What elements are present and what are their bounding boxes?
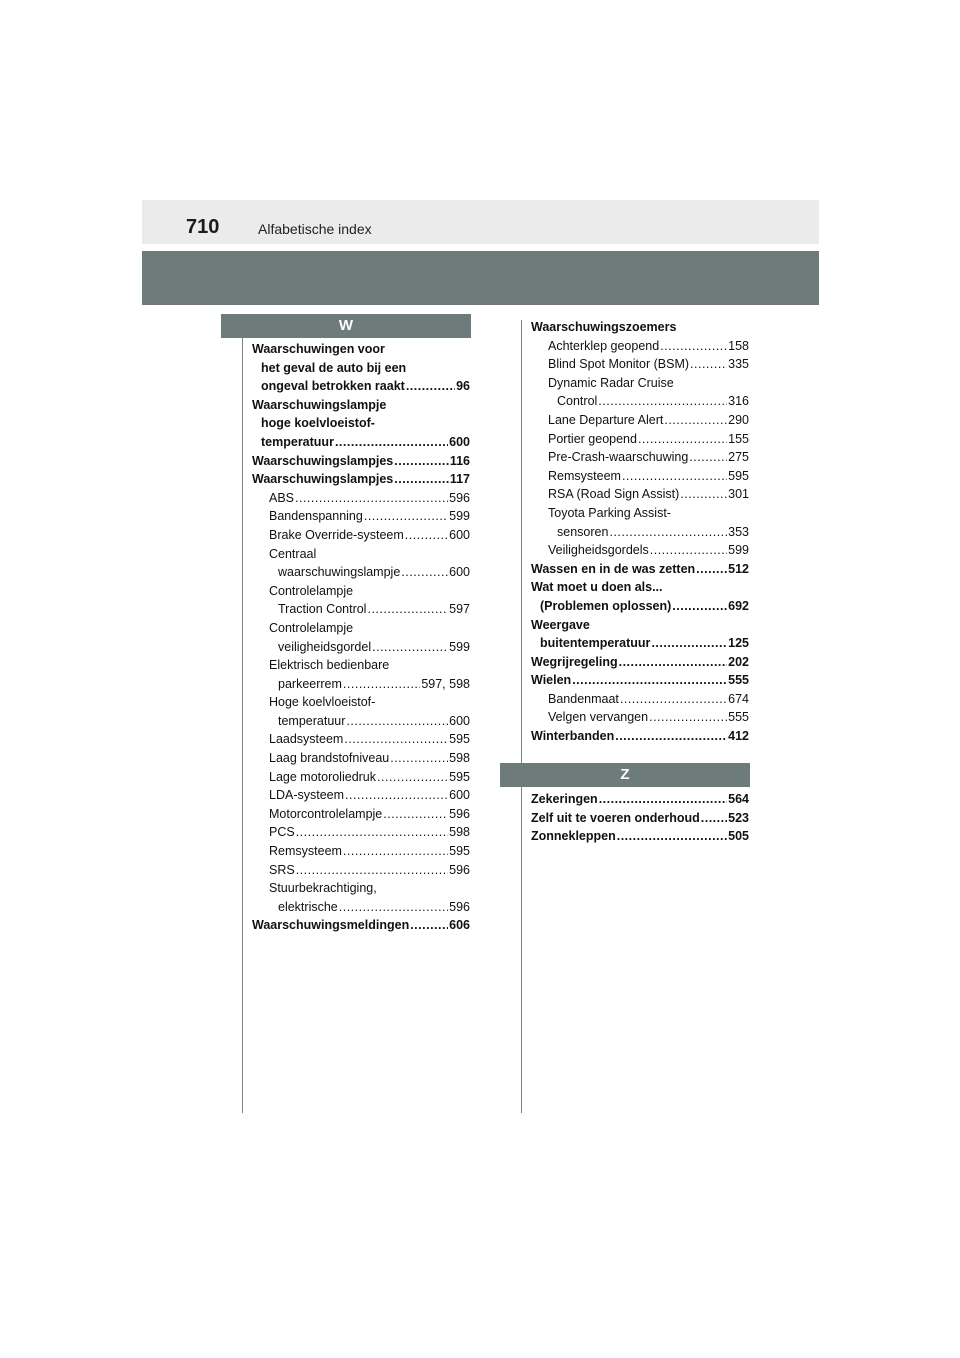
leader-dots [394, 452, 449, 471]
leader-dots [295, 489, 448, 508]
index-subentry [531, 485, 749, 504]
entry-text: Laadsysteem [269, 732, 344, 747]
page-reference[interactable]: 335 [728, 357, 749, 372]
page-reference[interactable]: 523 [728, 810, 749, 825]
index-column-right-w [531, 318, 749, 746]
page-reference[interactable]: 96 [456, 379, 470, 394]
index-entry [531, 653, 749, 672]
index-entry [252, 452, 470, 471]
entry-text: parkeerrem [278, 676, 342, 691]
leader-dots [572, 671, 727, 690]
entry-text: RSA (Road Sign Assist) [548, 487, 680, 502]
leader-dots [343, 842, 448, 861]
index-column-right-z [531, 790, 749, 846]
index-entry [531, 790, 749, 809]
entry-text: Traction Control [278, 602, 367, 617]
page-reference[interactable]: 596 [449, 806, 470, 821]
entry-text: Velgen vervangen [548, 710, 649, 725]
page-reference[interactable]: 606 [449, 918, 470, 933]
index-subentry [531, 467, 749, 486]
entry-text: Portier geopend [548, 431, 637, 446]
index-entry [252, 470, 470, 489]
index-subentry [252, 786, 470, 805]
page-reference[interactable]: 301 [728, 487, 749, 502]
entry-text: buitentemperatuur [540, 636, 651, 651]
leader-dots [343, 675, 420, 694]
index-subentry [252, 805, 470, 824]
entry-text: Waarschuwingsmeldingen [252, 918, 410, 933]
page-reference[interactable]: 598 [449, 751, 470, 766]
leader-dots [346, 712, 448, 731]
entry-text: veiligheidsgordel [278, 639, 372, 654]
leader-dots [619, 653, 728, 672]
leader-dots [339, 898, 448, 917]
leader-dots [649, 708, 727, 727]
leader-dots [622, 467, 727, 486]
page-reference[interactable]: 596 [449, 862, 470, 877]
index-entry [531, 671, 749, 690]
leader-dots [701, 809, 727, 828]
page-reference[interactable]: 596 [449, 490, 470, 505]
index-subentry [252, 693, 470, 730]
entry-text: ongeval betrokken raakt [261, 379, 405, 394]
page-reference[interactable]: 158 [728, 338, 749, 353]
leader-dots [390, 749, 448, 768]
leader-dots [377, 768, 448, 787]
index-entry [531, 827, 749, 846]
entry-text: Winterbanden [531, 729, 615, 744]
leader-dots [615, 727, 727, 746]
letter-heading-z: Z [500, 763, 750, 787]
page-reference[interactable]: 202 [728, 654, 749, 669]
entry-text: Achterklep geopend [548, 338, 660, 353]
page-reference[interactable]: 412 [728, 729, 749, 744]
leader-dots [296, 823, 448, 842]
index-subentry [252, 861, 470, 880]
page-reference[interactable]: 564 [728, 792, 749, 806]
entry-text: Control [557, 394, 598, 409]
index-entry [531, 727, 749, 746]
page-reference[interactable]: 600 [449, 713, 470, 728]
page-reference[interactable]: 599 [728, 543, 749, 558]
index-subentry [531, 355, 749, 374]
entry-text: SRS [269, 862, 295, 877]
index-entry [252, 340, 470, 396]
leader-dots [410, 916, 448, 935]
entry-text: sensoren [557, 524, 609, 539]
index-subentry [252, 730, 470, 749]
column-rule-right [521, 320, 522, 1113]
entry-text: Zekeringen [531, 792, 598, 806]
index-subentry [531, 430, 749, 449]
page-header [142, 200, 819, 244]
page-reference[interactable]: 600 [449, 434, 470, 449]
entry-text: Stuurbekrachtiging, [269, 881, 377, 896]
page-reference[interactable]: 505 [728, 829, 749, 844]
leader-dots [651, 634, 727, 653]
header-band [142, 251, 819, 305]
column-rule-left [242, 320, 243, 1113]
leader-dots [690, 355, 727, 374]
page-reference[interactable]: 155 [728, 431, 749, 446]
page-reference[interactable]: 595 [449, 732, 470, 747]
index-subentry [252, 545, 470, 582]
index-subentry [252, 507, 470, 526]
page-reference[interactable]: 599 [449, 509, 470, 524]
entry-text: hoge koelvloeistof- [261, 416, 375, 431]
entry-text: Controlelampje [269, 583, 354, 598]
leader-dots [367, 600, 448, 619]
page-number: 710 [186, 216, 220, 238]
index-entry [252, 396, 470, 452]
leader-dots [598, 392, 727, 411]
leader-dots [406, 377, 455, 396]
page-reference[interactable]: 600 [449, 565, 470, 580]
leader-dots [296, 861, 448, 880]
page-reference[interactable]: 125 [728, 636, 749, 651]
leader-dots [401, 563, 448, 582]
page-reference[interactable]: 596 [449, 899, 470, 914]
entry-text: elektrische [278, 899, 338, 914]
index-subentry [252, 768, 470, 787]
index-entry [531, 318, 749, 337]
entry-text: Laag brandstofniveau [269, 751, 390, 766]
leader-dots [620, 690, 727, 709]
leader-dots [617, 827, 727, 846]
entry-text: temperatuur [278, 713, 346, 728]
entry-text: PCS [269, 825, 295, 840]
entry-text: Elektrisch bedienbare [269, 658, 390, 673]
leader-dots [660, 337, 727, 356]
index-subentry [531, 374, 749, 411]
index-subentry [531, 690, 749, 709]
leader-dots [696, 560, 727, 579]
entry-text: Blind Spot Monitor (BSM) [548, 357, 690, 372]
index-subentry [252, 619, 470, 656]
entry-text: Wat moet u doen als... [531, 580, 663, 595]
entry-text: Lage motoroliedruk [269, 769, 377, 784]
leader-dots [335, 433, 448, 452]
entry-text: Waarschuwingen voor [252, 342, 385, 356]
entry-text: Wassen en in de was zetten [531, 561, 696, 576]
leader-dots [680, 485, 727, 504]
index-subentry [531, 448, 749, 467]
index-subentry [252, 823, 470, 842]
entry-text: Veiligheidsgordels [548, 543, 649, 558]
page-reference[interactable]: 555 [728, 710, 749, 725]
entry-text: Brake Override-systeem [269, 527, 404, 542]
entry-text: Waarschuwingslampjes [252, 453, 394, 468]
index-subentry [252, 842, 470, 861]
entry-text: LDA-systeem [269, 788, 345, 803]
leader-dots [664, 411, 727, 430]
page-reference[interactable]: 595 [449, 769, 470, 784]
entry-text: Bandenmaat [548, 691, 619, 706]
entry-text: Centraal [269, 546, 317, 561]
entry-text: Hoge koelvloeistof- [269, 695, 376, 710]
page-reference[interactable]: 290 [728, 412, 749, 427]
index-subentry [252, 582, 470, 619]
index-subentry [531, 337, 749, 356]
page-reference[interactable]: 598 [449, 825, 470, 840]
entry-text: waarschuwingslampje [278, 565, 401, 580]
index-entry [252, 916, 470, 935]
page-reference[interactable]: 595 [449, 844, 470, 859]
leader-dots [638, 430, 727, 449]
index-subentry [531, 541, 749, 560]
page-reference[interactable]: 555 [728, 673, 749, 688]
entry-text: Zonnekleppen [531, 829, 616, 844]
entry-text: Pre-Crash-waarschuwing [548, 450, 689, 465]
leader-dots [364, 507, 448, 526]
entry-text: Bandenspanning [269, 509, 363, 524]
index-entry [531, 560, 749, 579]
page-reference[interactable]: 117 [449, 472, 470, 487]
entry-text: Toyota Parking Assist- [548, 505, 671, 520]
leader-dots [599, 790, 727, 809]
page-reference[interactable]: 597 [449, 602, 470, 617]
entry-text: Waarschuwingszoemers [531, 320, 677, 334]
index-subentry [531, 411, 749, 430]
entry-text: Zelf uit te voeren onderhoud [531, 810, 700, 825]
entry-text: Waarschuwingslampje [252, 397, 387, 412]
page-reference[interactable]: 674 [728, 691, 749, 706]
entry-text: Dynamic Radar Cruise [548, 375, 674, 390]
entry-text: Controlelampje [269, 620, 354, 635]
leader-dots [345, 786, 448, 805]
index-subentry [252, 656, 470, 693]
index-subentry [531, 708, 749, 727]
section-title: Alfabetische index [258, 221, 372, 237]
index-entry [531, 578, 749, 615]
page-reference[interactable]: 599 [449, 639, 470, 654]
page-reference[interactable]: 275 [728, 450, 749, 465]
entry-text: Motorcontrolelampje [269, 806, 383, 821]
index-subentry [252, 489, 470, 508]
leader-dots [372, 638, 448, 657]
index-subentry [252, 749, 470, 768]
entry-text: ABS [269, 490, 295, 505]
index-subentry [252, 879, 470, 916]
entry-text: Remsysteem [548, 468, 621, 483]
page-reference[interactable]: 512 [728, 561, 749, 576]
entry-text: (Problemen oplossen) [540, 598, 672, 613]
page-reference[interactable]: 600 [449, 527, 470, 542]
letter-heading-w: W [221, 314, 471, 338]
entry-text: Wielen [531, 673, 572, 688]
index-column-left [252, 340, 470, 935]
page-reference[interactable]: 600 [449, 788, 470, 803]
leader-dots [344, 730, 448, 749]
index-entry [531, 616, 749, 653]
page-reference[interactable]: 597, 598 [421, 676, 470, 691]
entry-text: Lane Departure Alert [548, 412, 664, 427]
page-reference[interactable]: 116 [449, 453, 470, 468]
page-reference[interactable]: 316 [728, 394, 749, 409]
leader-dots [383, 805, 448, 824]
entry-text: Wegrijregeling [531, 654, 618, 669]
entry-text: het geval de auto bij een [261, 360, 407, 375]
index-entry [531, 809, 749, 828]
leader-dots [689, 448, 727, 467]
page-reference[interactable]: 595 [728, 468, 749, 483]
leader-dots [394, 470, 449, 489]
page-reference[interactable]: 692 [728, 598, 749, 613]
page-reference[interactable]: 353 [728, 524, 749, 539]
leader-dots [672, 597, 727, 616]
entry-text: Remsysteem [269, 844, 342, 859]
leader-dots [405, 526, 448, 545]
leader-dots [609, 523, 727, 542]
entry-text: temperatuur [261, 434, 334, 449]
index-subentry [252, 526, 470, 545]
index-subentry [531, 504, 749, 541]
entry-text: Weergave [531, 617, 590, 632]
entry-text: Waarschuwingslampjes [252, 472, 394, 487]
leader-dots [650, 541, 727, 560]
